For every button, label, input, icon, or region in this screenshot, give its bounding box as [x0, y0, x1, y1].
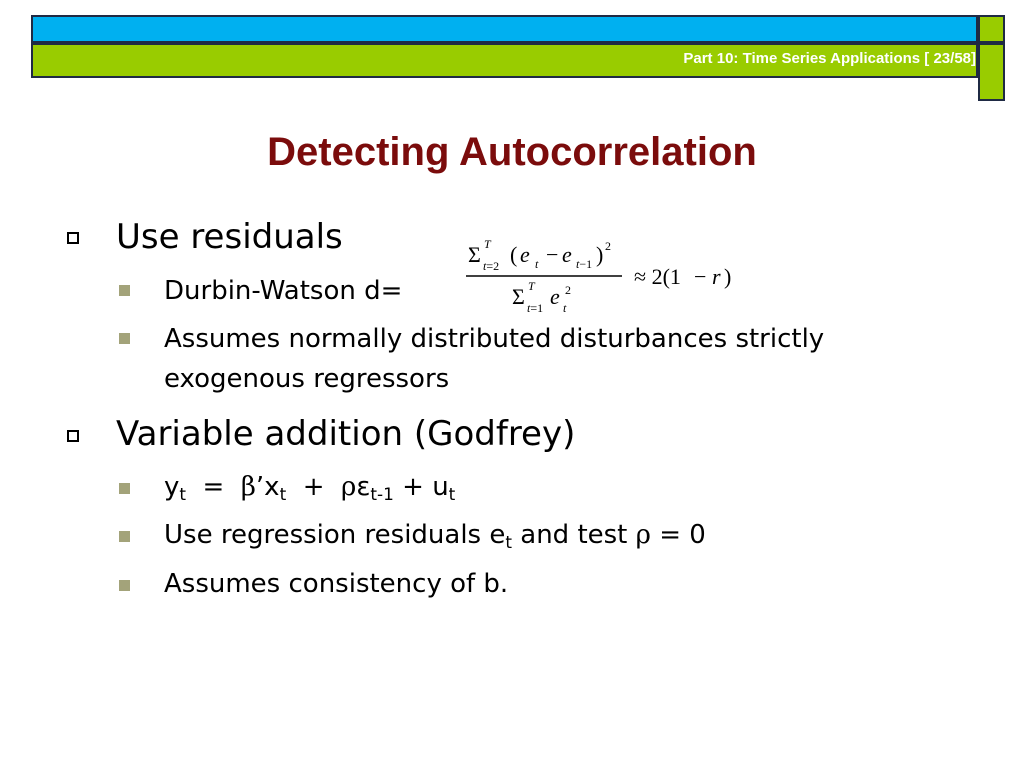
svg-text:): ) — [724, 264, 732, 289]
svg-text:t: t — [563, 301, 567, 315]
svg-text:t−1: t−1 — [576, 257, 593, 271]
part-label: Part 10: Time Series Applications [ 23/58] — [683, 50, 976, 67]
square-bullet-icon — [67, 232, 79, 244]
svg-text:t=2: t=2 — [483, 259, 500, 273]
svg-text:t: t — [535, 257, 539, 271]
filled-square-bullet-icon — [119, 580, 130, 591]
svg-text:≈ 2(1: ≈ 2(1 — [634, 264, 681, 289]
filled-square-bullet-icon — [119, 531, 130, 542]
svg-text:Σ: Σ — [512, 284, 525, 309]
use-regression-residuals: Use regression residuals $e_t$ and test ρ = 0 — [164, 520, 706, 553]
bullet-use-residuals: Use residuals — [116, 217, 343, 257]
filled-square-bullet-icon — [119, 333, 130, 344]
svg-text:(: ( — [510, 242, 518, 267]
svg-text:r: r — [712, 264, 721, 289]
svg-text:−: − — [694, 264, 707, 289]
svg-text:t=1: t=1 — [527, 301, 544, 315]
godfrey-equation: $y_t$ = $\beta’x_t + \rho\varepsilon_{t-1} + u_t$ — [164, 472, 456, 505]
filled-square-bullet-icon — [119, 285, 130, 296]
svg-text:T: T — [484, 237, 491, 251]
svg-text:): ) — [596, 242, 604, 267]
assumes-normal-line2: exogenous regressors — [164, 364, 450, 394]
assumes-consistency: Assumes consistency of b. — [164, 569, 509, 599]
svg-text:T: T — [528, 279, 535, 293]
filled-square-bullet-icon — [119, 483, 130, 494]
svg-text:2: 2 — [605, 239, 611, 253]
svg-text:e: e — [550, 284, 560, 309]
svg-text:−: − — [546, 242, 559, 267]
slide-title: Detecting Autocorrelation — [267, 130, 757, 174]
svg-text:2: 2 — [565, 283, 571, 297]
durbin-watson-formula — [462, 232, 762, 316]
assumes-normal-line1: Assumes normally distributed disturbances strictly — [164, 324, 825, 354]
square-bullet-icon — [67, 430, 79, 442]
svg-text:e: e — [520, 242, 530, 267]
bullet-variable-addition: Variable addition (Godfrey) — [116, 414, 576, 454]
durbin-watson-text: Durbin-Watson d= — [164, 276, 403, 306]
svg-text:e: e — [562, 242, 572, 267]
sum-symbol-num: Σ — [468, 242, 481, 267]
